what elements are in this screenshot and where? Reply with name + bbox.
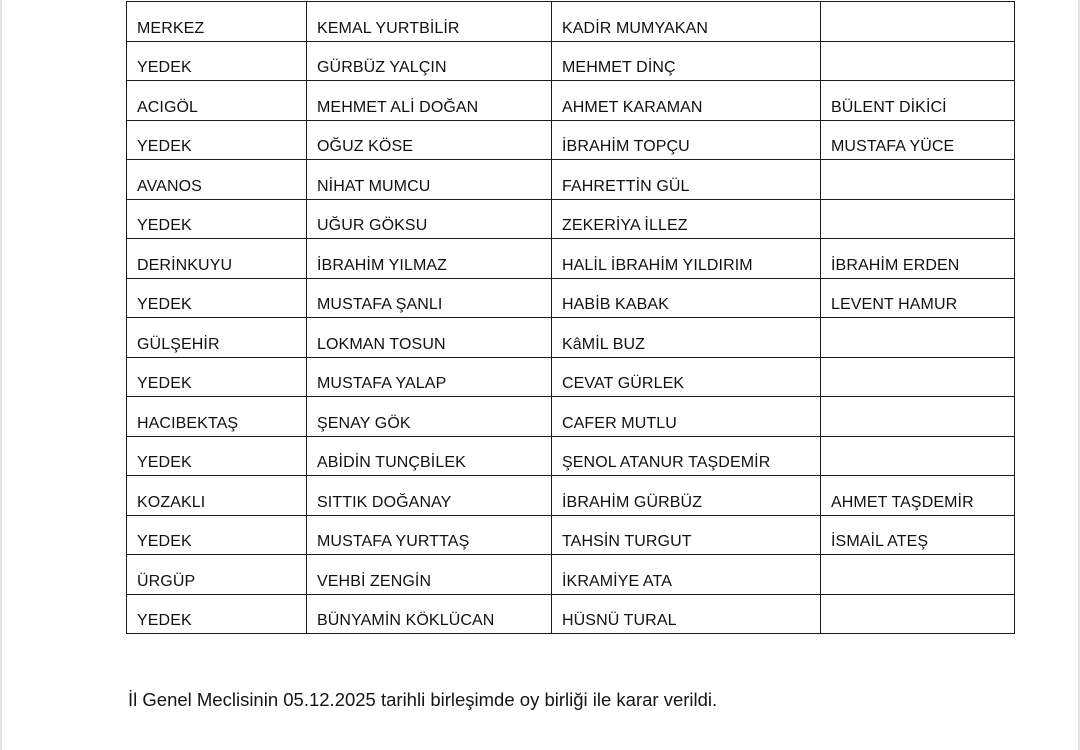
- table-row: [127, 120, 1015, 160]
- member-3-cell: AHMET TAŞDEMİR: [821, 476, 1015, 516]
- member-3-cell: [821, 436, 1015, 476]
- member-2-cell: KADİR MUMYAKAN: [552, 2, 821, 42]
- district-cell: GÜLŞEHİR: [127, 318, 307, 358]
- member-2-cell: HALİL İBRAHİM YILDIRIM: [552, 239, 821, 279]
- member-3-cell: [821, 199, 1015, 239]
- member-2-cell: KâMİL BUZ: [552, 318, 821, 358]
- district-cell: ÜRGÜP: [127, 555, 307, 595]
- member-2-cell: ŞENOL ATANUR TAŞDEMİR: [552, 436, 821, 476]
- member-1-cell: BÜNYAMİN KÖKLÜCAN: [307, 594, 552, 634]
- member-3-cell: [821, 2, 1015, 42]
- member-3-cell: İSMAİL ATEŞ: [821, 515, 1015, 555]
- member-2-cell: CEVAT GÜRLEK: [552, 357, 821, 397]
- table-row: [127, 160, 1015, 200]
- member-2-cell: CAFER MUTLU: [552, 397, 821, 437]
- member-1-cell: ABİDİN TUNÇBİLEK: [307, 436, 552, 476]
- table-row: [127, 81, 1015, 121]
- district-cell: YEDEK: [127, 515, 307, 555]
- member-3-cell: [821, 41, 1015, 81]
- member-1-cell: İBRAHİM YILMAZ: [307, 239, 552, 279]
- table-row: [127, 476, 1015, 516]
- member-1-cell: MUSTAFA YURTTAŞ: [307, 515, 552, 555]
- member-3-cell: [821, 318, 1015, 358]
- member-1-cell: MUSTAFA ŞANLI: [307, 278, 552, 318]
- member-1-cell: OĞUZ KÖSE: [307, 120, 552, 160]
- member-3-cell: BÜLENT DİKİCİ: [821, 81, 1015, 121]
- table-row: [127, 515, 1015, 555]
- district-cell: DERİNKUYU: [127, 239, 307, 279]
- member-1-cell: ŞENAY GÖK: [307, 397, 552, 437]
- member-1-cell: NİHAT MUMCU: [307, 160, 552, 200]
- table-row: [127, 41, 1015, 81]
- district-cell: YEDEK: [127, 436, 307, 476]
- member-2-cell: ZEKERİYA İLLEZ: [552, 199, 821, 239]
- district-cell: ACIGÖL: [127, 81, 307, 121]
- district-cell: YEDEK: [127, 199, 307, 239]
- table-row: [127, 357, 1015, 397]
- table-row: [127, 2, 1015, 42]
- table-row: [127, 594, 1015, 634]
- district-cell: MERKEZ: [127, 2, 307, 42]
- district-cell: HACIBEKTAŞ: [127, 397, 307, 437]
- member-1-cell: UĞUR GÖKSU: [307, 199, 552, 239]
- table-row: [127, 199, 1015, 239]
- member-1-cell: GÜRBÜZ YALÇIN: [307, 41, 552, 81]
- member-1-cell: VEHBİ ZENGİN: [307, 555, 552, 595]
- member-2-cell: İBRAHİM TOPÇU: [552, 120, 821, 160]
- member-2-cell: İBRAHİM GÜRBÜZ: [552, 476, 821, 516]
- member-2-cell: FAHRETTİN GÜL: [552, 160, 821, 200]
- member-1-cell: KEMAL YURTBİLİR: [307, 2, 552, 42]
- district-cell: AVANOS: [127, 160, 307, 200]
- member-1-cell: MUSTAFA YALAP: [307, 357, 552, 397]
- committee-table-body: [127, 2, 1015, 634]
- table-row: [127, 239, 1015, 279]
- member-3-cell: İBRAHİM ERDEN: [821, 239, 1015, 279]
- member-3-cell: [821, 594, 1015, 634]
- district-cell: YEDEK: [127, 41, 307, 81]
- table-row: [127, 278, 1015, 318]
- committee-member-table: [126, 1, 1015, 634]
- member-2-cell: HABİB KABAK: [552, 278, 821, 318]
- member-3-cell: [821, 397, 1015, 437]
- member-2-cell: AHMET KARAMAN: [552, 81, 821, 121]
- member-3-cell: LEVENT HAMUR: [821, 278, 1015, 318]
- member-2-cell: TAHSİN TURGUT: [552, 515, 821, 555]
- member-2-cell: İKRAMİYE ATA: [552, 555, 821, 595]
- table-row: [127, 436, 1015, 476]
- district-cell: YEDEK: [127, 594, 307, 634]
- member-1-cell: MEHMET ALİ DOĞAN: [307, 81, 552, 121]
- member-1-cell: LOKMAN TOSUN: [307, 318, 552, 358]
- member-3-cell: [821, 555, 1015, 595]
- page-edge-left: [0, 0, 2, 750]
- district-cell: KOZAKLI: [127, 476, 307, 516]
- member-3-cell: [821, 357, 1015, 397]
- district-cell: YEDEK: [127, 120, 307, 160]
- member-3-cell: [821, 160, 1015, 200]
- decision-note: İl Genel Meclisinin 05.12.2025 tarihli birleşimde oy birliği ile karar verildi.: [128, 689, 718, 710]
- table-row: [127, 318, 1015, 358]
- district-cell: YEDEK: [127, 357, 307, 397]
- member-1-cell: SITTIK DOĞANAY: [307, 476, 552, 516]
- member-2-cell: HÜSNÜ TURAL: [552, 594, 821, 634]
- member-3-cell: MUSTAFA YÜCE: [821, 120, 1015, 160]
- table-row: [127, 397, 1015, 437]
- district-cell: YEDEK: [127, 278, 307, 318]
- table-row: [127, 555, 1015, 595]
- member-2-cell: MEHMET DİNÇ: [552, 41, 821, 81]
